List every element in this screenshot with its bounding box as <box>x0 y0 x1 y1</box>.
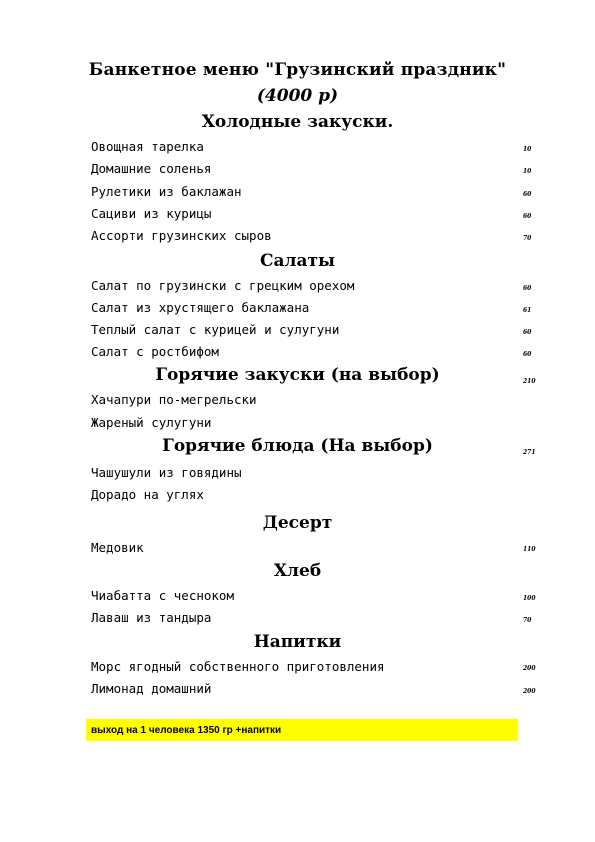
menu-item: Жареный сулугуни <box>91 415 212 430</box>
section-title-salads: Салаты <box>259 251 336 271</box>
serving-note-highlight <box>86 719 518 741</box>
menu-item-price: 10 <box>523 168 532 175</box>
menu-item: Медовик <box>91 540 144 555</box>
menu-item-price: 60 <box>523 329 532 336</box>
menu-item: Ассорти грузинских сыров <box>91 228 272 243</box>
section-title-hot-appetizers: Горячие закуски (на выбор) <box>155 365 440 385</box>
section-title-cold: Холодные закуски. <box>201 112 394 132</box>
section-price-hot-appetizers: 210 <box>523 378 536 385</box>
menu-item: Сациви из курицы <box>91 206 212 221</box>
menu-item: Морс ягодный собственного приготовления <box>91 659 385 674</box>
menu-item: Теплый салат с курицей и сулугуни <box>91 322 340 337</box>
menu-item: Салат из хрустящего баклажана <box>91 300 310 315</box>
menu-item: Лимонад домашний <box>91 681 212 696</box>
section-price-hot-dishes: 271 <box>523 449 536 456</box>
menu-item-price: 200 <box>523 688 536 695</box>
section-title-hot-dishes: Горячие блюда (На выбор) <box>162 436 433 456</box>
section-title-bread: Хлеб <box>273 561 322 581</box>
menu-item-price: 110 <box>523 546 536 553</box>
menu-item-price: 60 <box>523 285 532 292</box>
menu-item-price: 60 <box>523 213 532 220</box>
menu-item: Чашушули из говядины <box>91 465 242 480</box>
menu-title: Банкетное меню "Грузинский праздник" <box>88 60 507 80</box>
menu-item-price: 10 <box>523 146 532 153</box>
menu-item: Лаваш из тандыра <box>91 610 212 625</box>
menu-item: Дорадо на углях <box>91 487 204 502</box>
serving-note: выход на 1 человека 1350 гр +напитки <box>91 725 282 736</box>
menu-item-price: 60 <box>523 351 532 358</box>
menu-item-price: 200 <box>523 665 536 672</box>
menu-item: Домашние соленья <box>91 161 212 176</box>
menu-price: (4000 р) <box>256 86 339 106</box>
menu-item: Хачапури по-мегрельски <box>91 392 257 407</box>
menu-item: Салат с ростбифом <box>91 344 219 359</box>
menu-item-price: 70 <box>523 617 532 624</box>
menu-item-price: 60 <box>523 191 532 198</box>
menu-item-price: 70 <box>523 235 532 242</box>
menu-item: Овощная тарелка <box>91 139 204 154</box>
menu-item-price: 61 <box>523 307 532 314</box>
section-title-dessert: Десерт <box>262 513 333 533</box>
menu-item: Чиабатта с чесноком <box>91 588 234 603</box>
menu-item: Салат по грузински с грецким орехом <box>91 278 355 293</box>
menu-item: Рулетики из баклажан <box>91 184 242 199</box>
menu-item-price: 100 <box>523 595 536 602</box>
section-title-drinks: Напитки <box>253 632 342 652</box>
